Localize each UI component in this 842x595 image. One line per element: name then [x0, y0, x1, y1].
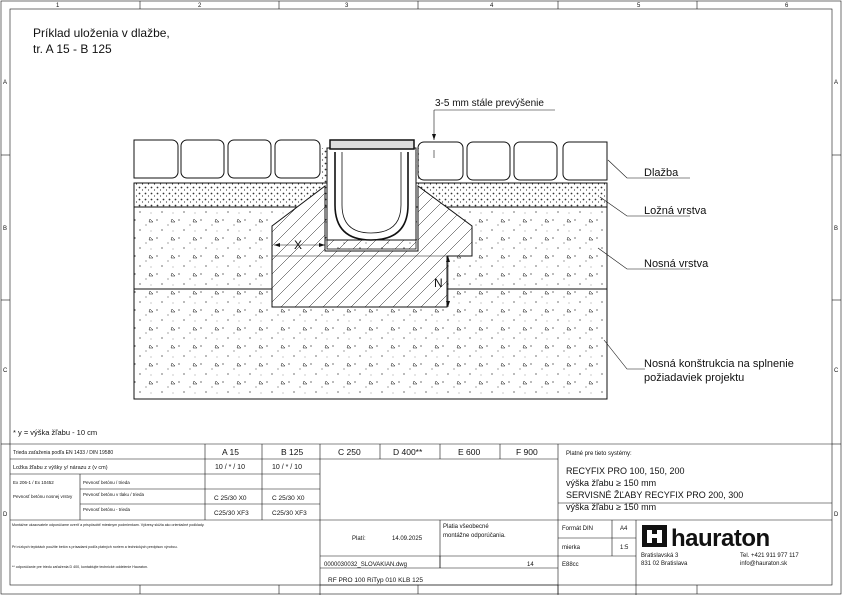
- company-address-2: 831 02 Bratislava: [641, 561, 688, 567]
- row-letter-d: D: [3, 512, 8, 518]
- drawing-number: 0000030032_SLOVAKIAN.dwg: [324, 562, 407, 568]
- table-class-c250: C 250: [338, 447, 361, 457]
- table-row4-label: Pevnosť betónu v tlaku / trieda: [83, 492, 144, 497]
- table-class-e600: E 600: [458, 447, 481, 457]
- table-row5-b125: C25/30 XF3: [272, 510, 307, 517]
- scale-label: mierka: [562, 545, 581, 551]
- label-structure-1: Nosná konštrukcia na splnenie: [644, 358, 794, 370]
- valid-line1: RECYFIX PRO 100, 150, 200: [566, 466, 685, 476]
- label-paving: Dlažba: [644, 167, 679, 179]
- row-letter-b-right: B: [834, 226, 839, 232]
- leader-structure: [604, 340, 645, 369]
- dim-n-label: N: [434, 276, 443, 290]
- scale-value: 1:5: [620, 545, 629, 551]
- sheet-code: E88cc: [562, 562, 579, 568]
- page-number: 14: [527, 562, 534, 568]
- drawing-title-line1: Príklad uloženia v dlažbe,: [33, 26, 170, 40]
- logo-wordmark: hauraton: [671, 525, 770, 552]
- col-number-3: 3: [345, 3, 349, 9]
- col-number-2: 2: [198, 3, 202, 9]
- assembly-note-2: montážne odporúčania.: [443, 533, 506, 539]
- table-row5-label: Pevnosť betónu - trieda: [83, 507, 130, 512]
- table-row4-b125: C 25/30 X0: [272, 495, 305, 502]
- col-number-6: 6: [785, 3, 789, 9]
- valid-line3: SERVISNÉ ŽĽABY RECYFIX PRO 200, 300: [566, 490, 744, 500]
- table-row3-label: Pevnosť betónu / trieda: [83, 480, 130, 485]
- grout-right: [416, 148, 420, 183]
- product-code: RF PRO 100 RiTyp 010 KLB 125: [328, 577, 424, 584]
- table-row2-label: Ložka žľabu z výšky y/ nárazu z (v cm): [13, 465, 108, 471]
- table-row3-left: Ex 206-1 / Ex 10452: [13, 480, 54, 485]
- note-1: Montážne ukazovatele odporúčame overiť a prispôsobiť miestnym podmienkam. Výkresy slúžia ako orientačné podklady.: [12, 523, 205, 527]
- label-bedding: Ložná vrstva: [644, 205, 707, 217]
- table-class-f900: F 900: [516, 447, 538, 457]
- company-email: info@hauraton.sk: [740, 561, 788, 567]
- col-number-5: 5: [637, 3, 641, 9]
- row-letter-b: B: [3, 226, 8, 232]
- table-row2-b125: 10 / * / 10: [272, 464, 302, 471]
- col-number-1: 1: [56, 3, 60, 9]
- company-address-1: Bratislavská 3: [641, 553, 679, 559]
- table-row5-a15: C25/30 XF3: [214, 510, 249, 517]
- note-2: Pri nízkych teplotách použite betón s prísadami podľa platných noriem a technických predpisov výrobcu.: [12, 545, 178, 549]
- table-row2-a15: 10 / * / 10: [215, 464, 245, 471]
- elevation-callout: 3-5 mm stále prevýšenie: [435, 98, 544, 109]
- format-value: A4: [620, 526, 628, 532]
- table-class-d400: D 400**: [393, 447, 423, 457]
- table-class-a15: A 15: [222, 447, 240, 457]
- table-row4-a15: C 25/30 X0: [214, 495, 247, 502]
- note-3: ** odporúčanie pre triedu zaťaženia D 400, kontaktujte technické oddelenie Hauraton.: [12, 565, 149, 569]
- label-structure-2: požiadaviek projektu: [644, 372, 745, 384]
- table-row4-left: Pevnosť betónu nosnej vrstvy: [13, 494, 73, 499]
- grout-left: [321, 148, 327, 183]
- dim-x-label: X: [294, 238, 303, 252]
- format-label: Formát DIN: [562, 526, 594, 532]
- row-letter-d-right: D: [834, 512, 839, 518]
- hauraton-logo: [642, 525, 770, 552]
- cross-section: [134, 98, 690, 399]
- company-phone: Tel. +421 911 977 117: [740, 553, 799, 559]
- table-class-b125: B 125: [281, 447, 304, 457]
- valid-date: 14.09.2025: [392, 536, 423, 542]
- drawing-title-line2: tr. A 15 - B 125: [33, 42, 112, 56]
- elevation-arrow-head: [432, 134, 436, 140]
- row-letter-c-right: C: [834, 368, 839, 374]
- row-letter-c: C: [3, 368, 8, 374]
- col-number-4: 4: [490, 3, 494, 9]
- assembly-note-1: Platia všeobecné: [443, 524, 489, 530]
- valid-line4: výška žľabu ≥ 150 mm: [566, 502, 657, 512]
- row-letter-a-right: A: [834, 80, 839, 86]
- label-base: Nosná vrstva: [644, 258, 709, 270]
- channel-feet: [327, 240, 416, 249]
- row-letter-a: A: [3, 80, 8, 86]
- grating: [330, 140, 414, 149]
- valid-line2: výška žľabu ≥ 150 mm: [566, 478, 657, 488]
- valid-label: Platí:: [352, 536, 366, 542]
- footnote: * y = výška žľabu - 10 cm: [13, 428, 98, 437]
- title-block: [10, 444, 832, 595]
- valid-heading: Platné pre tieto systémy:: [566, 451, 632, 457]
- table-row1-label: Trieda zaťaženia podľa EN 1433 / DIN 19580: [13, 450, 114, 456]
